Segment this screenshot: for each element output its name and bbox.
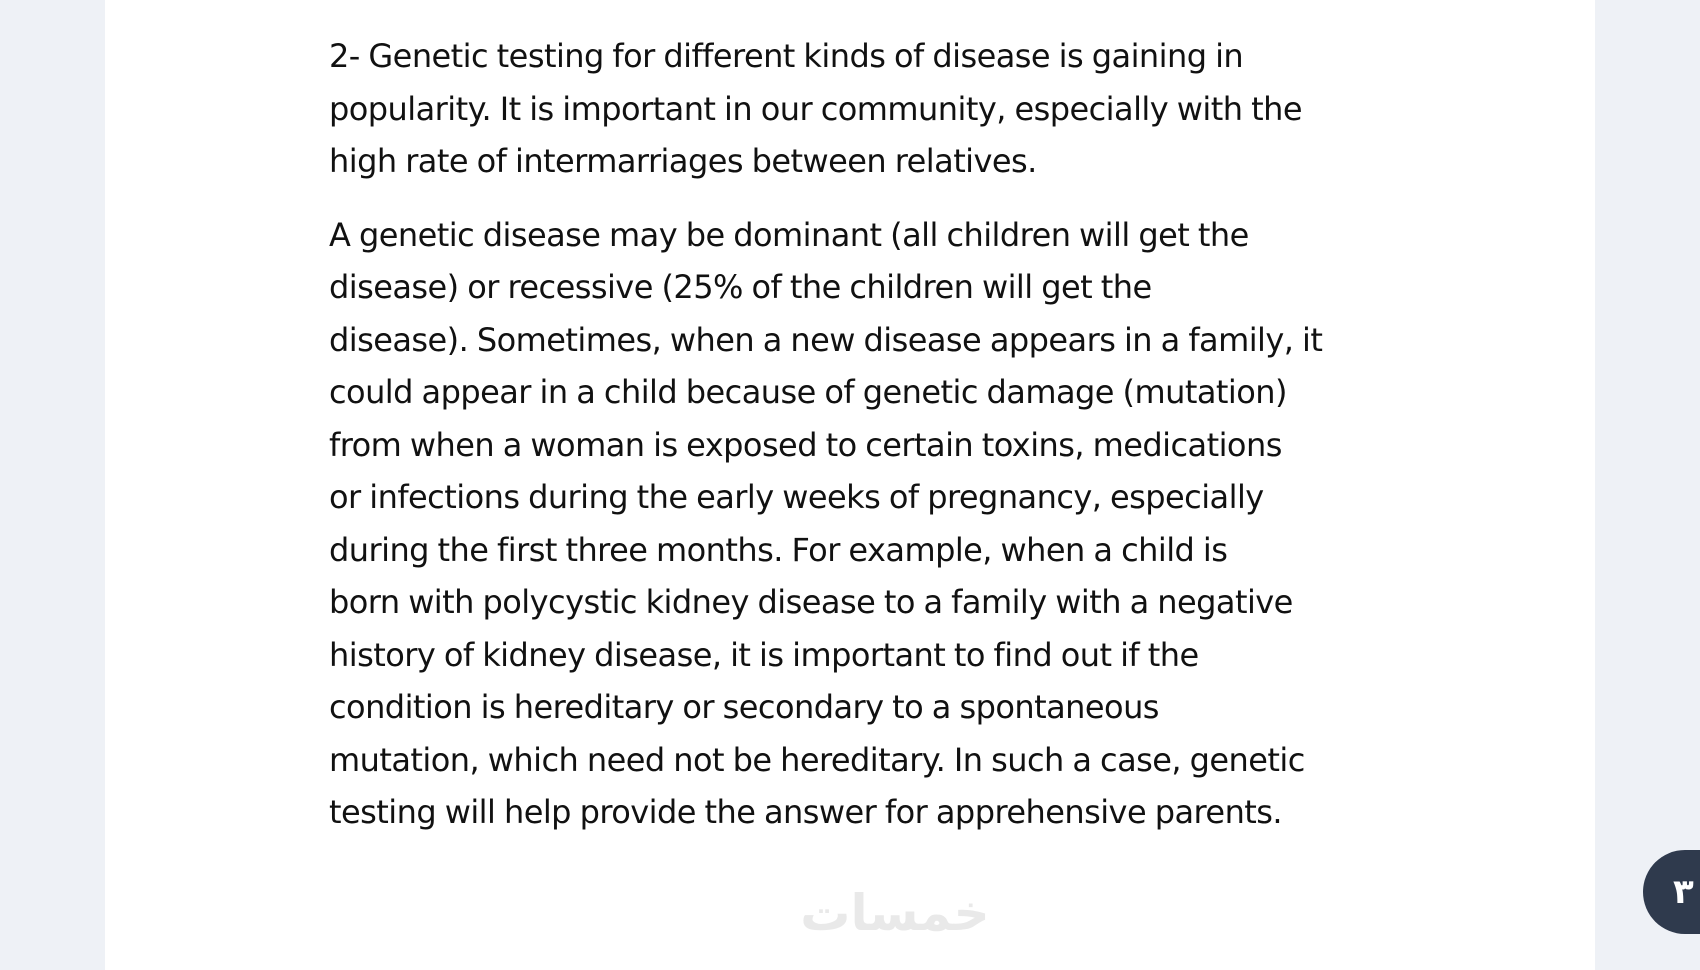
document-page	[105, 0, 1595, 970]
document-body	[329, 30, 1369, 839]
paragraph-genetic-testing-intro: 2- Genetic testing for different kinds of disease is gaining in popularity. It is important in our community, especially with the high rate of intermarriages between relatives.	[329, 37, 1302, 180]
watermark-logo: خمسات	[800, 884, 990, 942]
page-number-button[interactable]: ٣	[1643, 850, 1700, 934]
paragraph-genetic-disease-explanation: A genetic disease may be dominant (all children will get the disease) or recessive (25% of the children will get the disease). Sometimes, when a new disease appears in a family, it could appear in a child because of genetic damage (mutation) from when a woman is exposed to certain toxins, medications or infections during the early weeks of pregnancy, especially during the first three months. For example, when a child is born with polycystic kidney disease to a family with a negative history of kidney disease, it is important to find out if the condition is hereditary or secondary to a spontaneous mutation, which need not be hereditary. In such a case, genetic testing will help provide the answer for apprehensive parents.	[329, 215, 1323, 831]
